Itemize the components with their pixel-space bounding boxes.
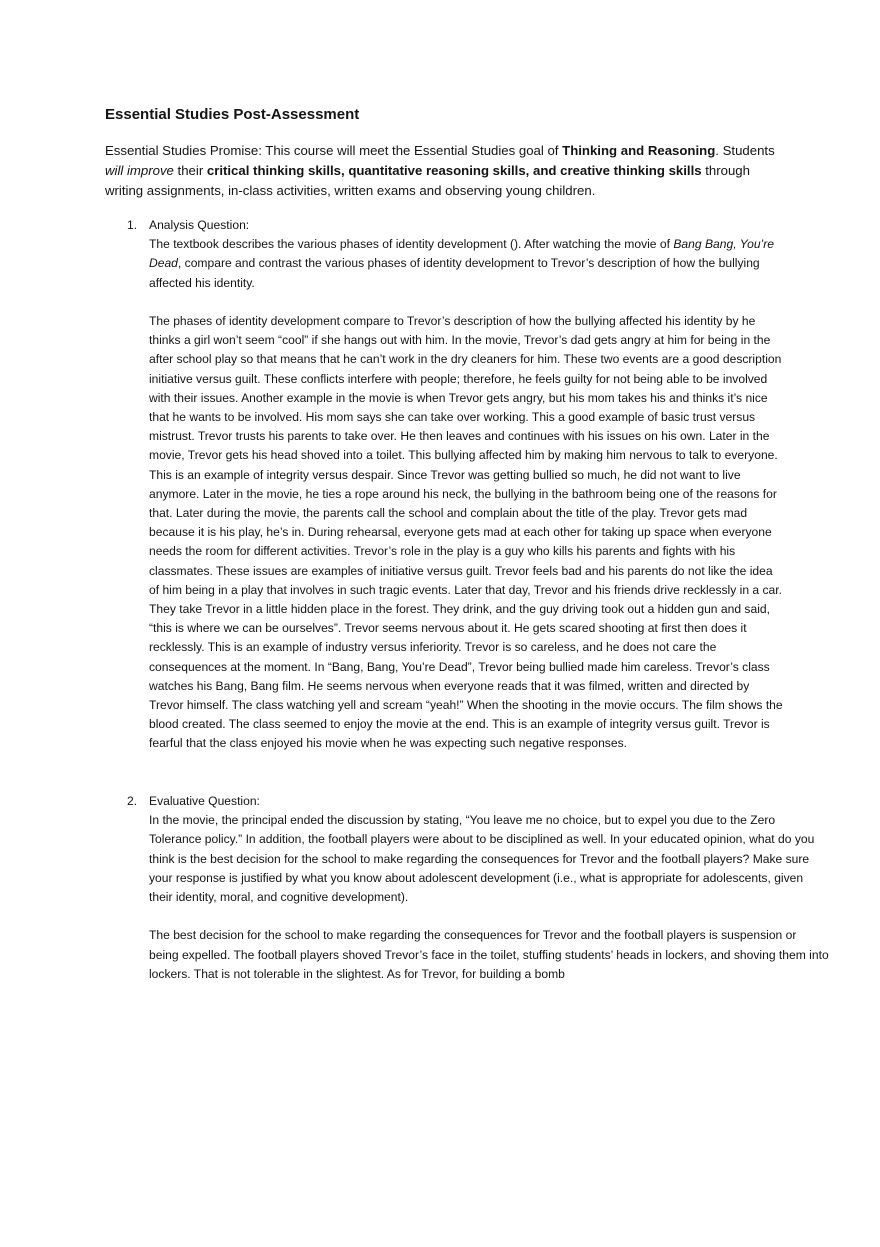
question-heading: Analysis Question:	[149, 218, 250, 232]
movie-title: Bang Bang, You’re Dead	[149, 237, 774, 271]
question-prompt: In the movie, the principal ended the discussion by stating, “You leave me no choice, but to expel you due to the Zero Tolerance policy.” In addition, the football players were about to be disciplined as well. In your educated opinion, what do you think is the best decision for the school to make regarding the consequences for Trevor and the football players? Make sure your response is justified by what you know about adolescent development (i.e., what is appropriate for adolescents, given their identity, moral, and cognitive development).	[149, 813, 815, 905]
promise-skills: critical thinking skills, quantitative reasoning skills, and creative thinking skills	[206, 163, 702, 178]
promise-their: their	[173, 163, 207, 178]
promise-students: Students	[722, 143, 775, 158]
question-prompt	[149, 235, 785, 293]
promise-will-improve: will improve	[105, 163, 174, 178]
page-title: Essential Studies Post-Assessment	[105, 106, 360, 123]
question-number: 1.	[127, 218, 138, 232]
prompt-post: , compare and contrast the various phases of identity development to Trevor’s description of how the bullying affected his identity.	[149, 256, 760, 290]
promise-lead: Essential Studies Promise: This course will meet the Essential Studies goal of	[105, 143, 563, 158]
question-heading: Evaluative Question:	[149, 794, 260, 808]
question-item	[105, 792, 829, 984]
essential-studies-promise	[105, 141, 785, 201]
promise-period: .	[715, 143, 719, 158]
promise-goal: Thinking and Reasoning	[562, 143, 716, 158]
prompt-pre: The textbook describes the various phases of identity development (). After watching the movie of	[149, 237, 674, 252]
question-list	[105, 216, 829, 981]
answer-paragraph: The best decision for the school to make regarding the consequences for Trevor and the football players is suspension or being expelled. The football players shoved Trevor’s face in the toilet, stuffing students’ heads in lockers, and shoving them into lockers. That is not tolerable in the slightest. As for Trevor, for building a bomb	[149, 928, 829, 981]
question-item	[105, 216, 785, 754]
question-number: 2.	[127, 794, 138, 808]
promise-tail: through writing assignments, in-class activities, written exams and observing young children.	[105, 163, 750, 198]
answer-paragraph: The phases of identity development compare to Trevor’s description of how the bullying affected his identity by he thinks a girl won’t seem “cool” if she hangs out with him. In the movie, Trevor’s dad gets angry at him for being in the after school play so that means that he can’t work in the dry cleaners for him. These two events are a good description initiative versus guilt. These conflicts interfere with people; therefore, he feels guilty for not being able to be involved with their issues. Another example in the movie is when Trevor gets angry, but his mom takes his and thinks it’s nice that he wants to be involved. His mom says she can take over working. This a good example of basic trust versus mistrust. Trevor trusts his parents to take over. He then leaves and continues with his issues on his own. Later in the movie, Trevor gets his head shoved into a toilet. This bullying affected him by making him nervous to talk to everyone. This is an example of integrity versus despair. Since Trevor was getting bullied so much, he did not want to live anymore. Later in the movie, he ties a rope around his neck, the bullying in the bathroom being one of the reasons for that. Later during the movie, the parents call the school and complain about the title of the play. Trevor gets mad because it is his play, he’s in. During rehearsal, everyone gets mad at each other for taking up space when everyone needs the room for different activities. Trevor’s role in the play is a guy who kills his parents and fights with his classmates. These issues are examples of initiative versus guilt. Trevor feels bad and his parents do not like the idea of him being in a play that involves in such tragic events. Later that day, Trevor and his friends drive recklessly in a car. They take Trevor in a little hidden place in the forest. They drink, and the guy driving took out a hidden gun and said, “this is where we can be ourselves”. Trevor seems nervous about it. He gets scared shooting at first then does it recklessly. This is an example of industry versus inferiority. Trevor is so careless, and he does not care the consequences at the moment. In “Bang, Bang, You’re Dead”, Trevor being bullied made him careless. Trevor’s class watches his Bang, Bang film. He seems nervous when everyone reads that it was filmed, written and directed by Trevor himself. The class watching yell and scream “yeah!” When the shooting in the movie occurs. The film shows the blood created. The class seemed to enjoy the movie at the end. This is an example of integrity versus guilt. Trevor is fearful that the class enjoyed his movie when he was expecting such negative responses.	[149, 314, 783, 751]
